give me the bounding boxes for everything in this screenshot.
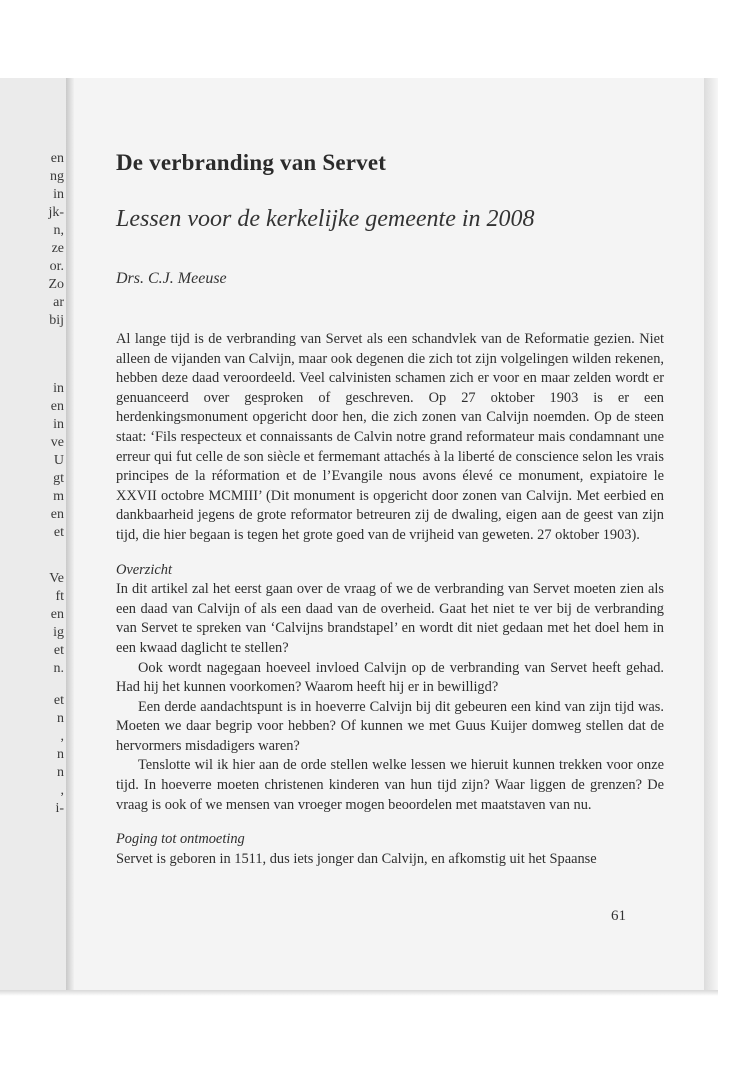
left-page-text-fragment: Ve xyxy=(49,571,64,586)
page-number: 61 xyxy=(611,908,626,924)
left-page-text-fragment: or. xyxy=(49,259,64,274)
left-page-text-fragment: jk- xyxy=(48,205,64,220)
paragraph: Een derde aandachtspunt is in hoeverre Calvijn bij dit gebeuren een kind van zijn tijd was. Moeten we daar begrip voor hebben? Of kunnen we met Guus Kuijer domweg stellen dat de hervormers misdadigers waren? xyxy=(116,698,664,754)
left-page-text-fragment: gt xyxy=(53,471,64,486)
left-page-text-fragment: bij xyxy=(49,313,64,328)
left-page-text-fragment: n xyxy=(57,765,64,780)
left-page-text-fragment: n, xyxy=(53,223,64,238)
left-page-text-fragment: en xyxy=(50,151,64,166)
page-gutter xyxy=(66,78,74,990)
left-page-text-fragment: ng xyxy=(50,169,64,184)
paragraph: Servet is geboren in 1511, dus iets jonger dan Calvijn, en afkomstig uit het Spaanse xyxy=(116,850,597,867)
article-author: Drs. C.J. Meeuse xyxy=(116,270,227,287)
left-page-text-fragment: m xyxy=(53,489,64,504)
article-title: De verbranding van Servet xyxy=(116,150,387,175)
left-page-text-fragment: n xyxy=(57,711,64,726)
section-heading-poging: Poging tot ontmoeting xyxy=(116,831,245,848)
paragraph: Ook wordt nagegaan hoeveel invloed Calvijn op de verbranding van Servet heeft gehad. Had hij het kunnen voorkomen? Waarom heeft hij er in bewilligd? xyxy=(116,659,664,696)
left-page-text-fragment: et xyxy=(53,643,64,658)
left-page-text-fragment: ze xyxy=(51,241,64,256)
previous-page-edge xyxy=(0,78,68,990)
left-page-text-fragment: et xyxy=(53,525,64,540)
left-page-text-fragment: in xyxy=(53,417,64,432)
left-page-text-fragment: en xyxy=(50,607,64,622)
book-page xyxy=(74,78,704,990)
left-page-text-fragment: ft xyxy=(55,589,64,604)
left-page-text-fragment: en xyxy=(50,399,64,414)
section-heading-overzicht: Overzicht xyxy=(116,561,172,578)
left-page-text-fragment: , xyxy=(60,729,64,744)
paragraph: Tenslotte wil ik hier aan de orde stellen welke lessen we hieruit kunnen trekken voor onze tijd. In hoeverre moeten christenen kinderen van hun tijd zijn? Waar liggen de grenzen? De vraag is ook of we mensen van vroeger mogen beoordelen met maatstaven van nu. xyxy=(116,757,664,813)
article-subtitle: Lessen voor de kerkelijke gemeente in 2008 xyxy=(116,206,535,232)
page-shadow xyxy=(0,990,718,996)
page-stack-edge xyxy=(704,78,718,990)
left-page-text-fragment: ve xyxy=(50,435,64,450)
left-page-text-fragment: en xyxy=(50,507,64,522)
left-page-text-fragment: U xyxy=(53,453,64,468)
left-page-text-fragment: Zo xyxy=(48,277,64,292)
left-page-text-fragment: , xyxy=(60,783,64,798)
left-page-text-fragment: n xyxy=(57,747,64,762)
left-page-text-fragment: i- xyxy=(55,801,64,816)
article-body xyxy=(116,330,664,869)
left-page-text-fragment: in xyxy=(53,187,64,202)
left-page-text-fragment: ig xyxy=(53,625,64,640)
left-page-text-fragment: n. xyxy=(53,661,64,676)
left-page-text-fragment: in xyxy=(53,381,64,396)
intro-paragraph: Al lange tijd is de verbranding van Servet als een schandvlek van de Reformatie gezien. Niet alleen de vijanden van Calvijn, maar ook degenen die zich tot zijn volgelingen wilden rekenen, hebben deze daad veroordeeld. Veel calvinisten schamen zich er voor en maar zelden wordt er genuanceerd over gesproken of geschreven. Op 27 oktober 1903 is er een herdenkingsmonument opgericht door hen, die zich zonen van Calvijn noemden. Op de steen staat: ‘Fils respecteux et connaissants de Calvin notre grand reformateur mais condamnant une erreur qui fut celle de son siècle et fermemant attachés à la liberté de conscience selon les vrais principes de la réformation et de l’Evangile nous avons élevé ce monument, expiatoire le XXVII octobre MCMIII’ (Dit monument is opgericht door zonen van Calvijn. Met eerbied en dankbaarheid jegens de grote reformator betreuren zij de dwaling, eigen aan de geest van zijn tijd, die hier begaan is tegen het grote goed van de vrijheid van geweten. 27 oktober 1903). xyxy=(116,331,664,543)
left-page-text-fragment: et xyxy=(53,693,64,708)
left-page-text-fragment: ar xyxy=(53,295,64,310)
paragraph: In dit artikel zal het eerst gaan over de vraag of we de verbranding van Servet moeten zien als een daad van Calvijn of als een daad van de overheid. Gaat het niet te ver bij de verbranding van Servet te spreken van ‘Calvijns brandstapel’ en wordt dit niet gedaan met het doel hem in een kwaad daglicht te stellen? xyxy=(116,581,664,656)
